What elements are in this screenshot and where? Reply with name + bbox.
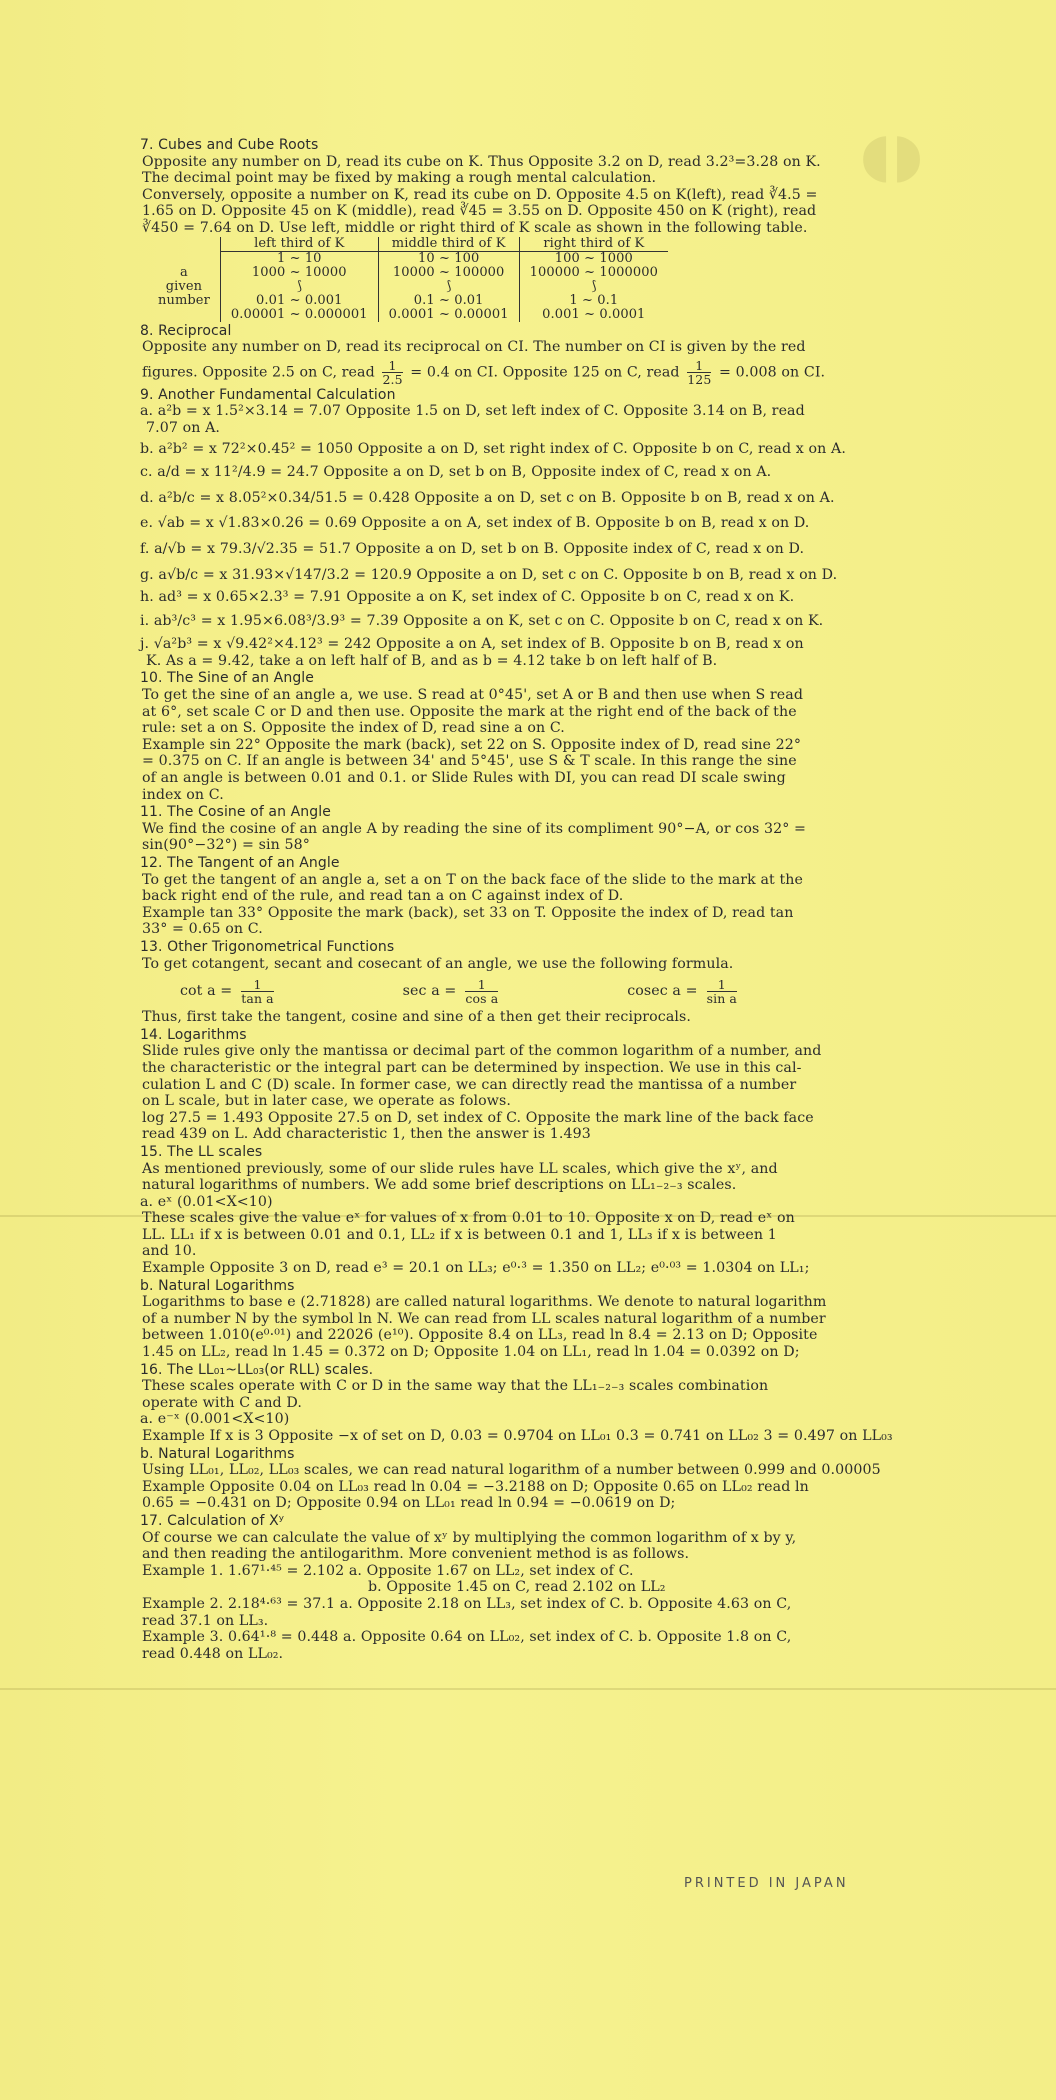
row-label: number (158, 292, 210, 308)
text-line: read 37.1 on LL₃. (142, 1612, 269, 1629)
row-label: given (165, 278, 203, 294)
text-line: between 1.010(e⁰·⁰¹) and 22026 (e¹⁰). Opposite 8.4 on LL₃, read ln 8.4 = 2.13 on D; Opposite (142, 1327, 818, 1344)
text-line: Using LL₀₁, LL₀₂, LL₀₃ scales, we can read natural logarithm of a number between 0.999 and 0.00005 (142, 1462, 881, 1479)
text-line: back right end of the rule, and read tan a on C against index of D. (142, 888, 624, 905)
table-cell: ⟆ (220, 280, 378, 294)
section-10-title: 10. The Sine of an Angle (140, 670, 315, 687)
numerator: 1 (707, 978, 737, 992)
fraction (687, 359, 711, 386)
formula-label: sec a = (402, 983, 457, 1000)
instruction-text (140, 136, 910, 1662)
cosec-formula (627, 978, 740, 1005)
denominator: sin a (706, 991, 737, 1007)
text-line: d. a²b/c = x 8.05²×0.34/51.5 = 0.428 Opposite a on D, set c on B. Opposite b on B, read x on A. (140, 489, 835, 506)
text-line: LL. LL₁ if x is between 0.01 and 0.1, LL₂ if x is between 0.1 and 1, LL₃ if x is between 1 (142, 1226, 777, 1243)
fraction (465, 978, 498, 1005)
table-cell: 1000 ~ 10000 (220, 266, 378, 280)
subsection-title: b. Natural Logarithms (140, 1277, 295, 1294)
text-line: a. e⁻ˣ (0.001<X<10) (140, 1411, 290, 1428)
text-line: 33° = 0.65 on C. (142, 921, 263, 938)
text-line: To get the sine of an angle a, we use. S read at 0°45', set A or B and then use when S read (142, 687, 803, 704)
numerator: 1 (382, 359, 402, 373)
printed-in-japan-mark: PRINTED IN JAPAN (684, 1876, 849, 1891)
section-9-title: 9. Another Fundamental Calculation (140, 386, 396, 403)
table-cell: 0.01 ~ 0.001 (220, 294, 378, 308)
text-line: Example 2. 2.18⁴·⁶³ = 37.1 a. Opposite 2.18 on LL₃, set index of C. b. Opposite 4.63 on C, (142, 1595, 792, 1612)
reciprocal-example (142, 359, 910, 386)
sec-formula (403, 978, 502, 1005)
text-line: Example 3. 0.64¹·⁸ = 0.448 a. Opposite 0.64 on LL₀₂, set index of C. b. Opposite 1.8 on C, (142, 1629, 792, 1646)
text-line: To get cotangent, secant and cosecant of an angle, we use the following formula. (142, 955, 734, 972)
text-line: These scales operate with C or D in the same way that the LL₁₋₂₋₃ scales combination (142, 1378, 769, 1395)
text-line: b. Opposite 1.45 on C, read 2.102 on LL₂ (368, 1579, 666, 1596)
row-label: a (180, 264, 188, 280)
text-line: the characteristic or the integral part can be determined by inspection. We use in this cal- (142, 1059, 802, 1076)
section-15-title: 15. The LL scales (140, 1143, 263, 1160)
text-line: Example 1. 1.67¹·⁴⁵ = 2.102 a. Opposite 1.67 on LL₂, set index of C. (142, 1562, 634, 1579)
text-line: j. √a²b³ = x √9.42²×4.12³ = 242 Opposite a on A, set index of B. Opposite b on B, read x on (140, 636, 804, 653)
text-line: operate with C and D. (142, 1394, 302, 1411)
trig-formulas (180, 978, 740, 1005)
text-line: Example tan 33° Opposite the mark (back), set 33 on T. Opposite the index of D, read tan (142, 904, 794, 921)
table-cell: 0.001 ~ 0.0001 (519, 308, 668, 322)
text-line: Conversely, opposite a number on K, read its cube on D. Opposite 4.5 on K(left), read ∛4.5 = (142, 186, 818, 203)
k-scale-table (148, 237, 668, 322)
denominator: tan a (241, 991, 274, 1007)
table-cell: 100 ~ 1000 (519, 251, 668, 266)
text-span: = 0.4 on CI. Opposite 125 on C, read (410, 364, 680, 381)
text-line: We find the cosine of an angle A by reading the sine of its compliment 90°−A, or cos 32° = (142, 820, 807, 837)
text-line: i. ab³/c³ = x 1.95×6.08³/3.9³ = 7.39 Opposite a on K, set c on C. Opposite b on C, read x on K. (140, 612, 824, 629)
text-line: Example Opposite 3 on D, read e³ = 20.1 on LL₃; e⁰·³ = 1.350 on LL₂; e⁰·⁰³ = 1.0304 on LL₁; (142, 1260, 810, 1277)
text-line: and then reading the antilogarithm. More convenient method is as follows. (142, 1546, 690, 1563)
numerator: 1 (241, 978, 273, 992)
text-line: Opposite any number on D, read its reciprocal on CI. The number on CI is given by the red (142, 339, 806, 356)
formula-label: cot a = (180, 983, 233, 1000)
text-line: sin(90°−32°) = sin 58° (142, 837, 310, 854)
text-line: To get the tangent of an angle a, set a on T on the back face of the slide to the mark at the (142, 871, 803, 888)
table-header: middle third of K (378, 237, 519, 252)
table-cell: ⟆ (519, 280, 668, 294)
text-line: on L scale, but in later case, we operate as folows. (142, 1093, 512, 1110)
text-line: log 27.5 = 1.493 Opposite 27.5 on D, set index of C. Opposite the mark line of the back face (142, 1109, 814, 1126)
text-line: Slide rules give only the mantissa or decimal part of the common logarithm of a number, and (142, 1043, 822, 1060)
table-cell: 10000 ~ 100000 (378, 266, 519, 280)
text-line: 7.07 on A. (146, 419, 221, 436)
text-line: 1.45 on LL₂, read ln 1.45 = 0.372 on D; Opposite 1.04 on LL₁, read ln 1.04 = 0.0392 on D; (142, 1344, 800, 1361)
text-line: These scales give the value eˣ for values of x from 0.01 to 10. Opposite x on D, read eˣ on (142, 1210, 795, 1227)
text-line: Example If x is 3 Opposite −x of set on D, 0.03 = 0.9704 on LL₀₁ 0.3 = 0.741 on LL₀₂ 3 = 0.497 on LL₀₃ (142, 1428, 893, 1444)
text-line: 0.65 = −0.431 on D; Opposite 0.94 on LL₀₁ read ln 0.94 = −0.0619 on D; (142, 1495, 676, 1512)
text-line: As mentioned previously, some of our slide rules have LL scales, which give the xʸ, and (142, 1160, 778, 1177)
text-line: a. eˣ (0.01<X<10) (140, 1193, 273, 1210)
table-header: right third of K (519, 237, 668, 252)
text-line: ∛450 = 7.64 on D. Use left, middle or right third of K scale as shown in the following table. (142, 219, 808, 236)
text-line: c. a/d = x 11²/4.9 = 24.7 Opposite a on D, set b on B, Opposite index of C, read x on A. (140, 464, 772, 481)
text-line: Opposite any number on D, read its cube on K. Thus Opposite 3.2 on D, read 3.2³=3.28 on K. (142, 153, 821, 170)
denominator: 125 (687, 371, 712, 387)
text-line: read 0.448 on LL₀₂. (142, 1645, 284, 1662)
formula-label: cosec a = (627, 983, 698, 1000)
section-11-title: 11. The Cosine of an Angle (140, 804, 331, 821)
section-7-title: 7. Cubes and Cube Roots (140, 137, 319, 153)
fraction (241, 978, 273, 1005)
table-cell: 10 ~ 100 (378, 251, 519, 266)
table-cell: 0.0001 ~ 0.00001 (378, 308, 519, 322)
text-line: read 439 on L. Add characteristic 1, then the answer is 1.493 (142, 1126, 591, 1143)
text-span: figures. Opposite 2.5 on C, read (142, 364, 375, 381)
text-line: at 6°, set scale C or D and then use. Opposite the mark at the right end of the back of the (142, 703, 797, 720)
numerator: 1 (687, 359, 711, 373)
table-cell: 100000 ~ 1000000 (519, 266, 668, 280)
text-line: The decimal point may be fixed by making a rough mental calculation. (142, 170, 657, 187)
text-line: of an angle is between 0.01 and 0.1. or Slide Rules with DI, you can read DI scale swing (142, 770, 786, 787)
table-cell: ⟆ (378, 280, 519, 294)
fold-line (0, 1688, 1056, 1690)
text-line: and 10. (142, 1243, 197, 1260)
text-line: of a number N by the symbol ln N. We can read from LL scales natural logarithm of a number (142, 1310, 826, 1327)
table-cell: 0.1 ~ 0.01 (378, 294, 519, 308)
text-line: Example Opposite 0.04 on LL₀₃ read ln 0.04 = −3.2188 on D; Opposite 0.65 on LL₀₂ read ln (142, 1478, 809, 1495)
text-line: f. a/√b = x 79.3/√2.35 = 51.7 Opposite a on D, set b on B. Opposite index of C, read x on D. (140, 540, 805, 557)
denominator: cos a (465, 991, 499, 1007)
section-14-title: 14. Logarithms (140, 1026, 247, 1043)
section-12-title: 12. The Tangent of an Angle (140, 855, 340, 871)
subsection-title: b. Natural Logarithms (140, 1445, 295, 1462)
numerator: 1 (465, 978, 498, 992)
text-span: = 0.008 on CI. (719, 364, 826, 381)
fraction (382, 359, 402, 386)
denominator: 2.5 (382, 371, 403, 387)
text-line: index on C. (142, 786, 224, 803)
section-17-title: 17. Calculation of Xʸ (140, 1512, 285, 1529)
table-cell: 1 ~ 10 (220, 251, 378, 266)
section-16-title: 16. The LL₀₁~LL₀₃(or RLL) scales. (140, 1361, 374, 1378)
text-line: Example sin 22° Opposite the mark (back), set 22 on S. Opposite index of D, read sine 22° (142, 736, 802, 753)
text-line: Logarithms to base e (2.71828) are called natural logarithms. We denote to natural logarithm (142, 1294, 827, 1311)
bleed-through-art: ◖◗ (860, 120, 924, 190)
text-line: b. a²b² = x 72²×0.45² = 1050 Opposite a on D, set right index of C. Opposite b on C, read x on A. (140, 440, 846, 457)
table-cell: 0.00001 ~ 0.000001 (220, 308, 378, 322)
section-13-title: 13. Other Trigonometrical Functions (140, 938, 395, 955)
text-line: rule: set a on S. Opposite the index of D, read sine a on C. (142, 720, 565, 737)
section-8-title: 8. Reciprocal (140, 322, 232, 339)
text-line: culation L and C (D) scale. In former case, we can directly read the mantissa of a number (142, 1076, 797, 1093)
fraction (707, 978, 737, 1005)
cot-formula (180, 978, 277, 1005)
table-cell: 1 ~ 0.1 (519, 294, 668, 308)
table-header: left third of K (220, 237, 378, 252)
text-line: a. a²b = x 1.5²×3.14 = 7.07 Opposite 1.5 on D, set left index of C. Opposite 3.14 on B, read (140, 403, 805, 420)
text-line: e. √ab = x √1.83×0.26 = 0.69 Opposite a on A, set index of B. Opposite b on B, read x on D. (140, 515, 810, 532)
text-line: K. As a = 9.42, take a on left half of B, and as b = 4.12 take b on left half of B. (146, 652, 718, 669)
text-line: Thus, first take the tangent, cosine and sine of a then get their reciprocals. (142, 1009, 692, 1026)
text-line: h. ad³ = x 0.65×2.3³ = 7.91 Opposite a on K, set index of C. Opposite b on C, read x on K. (140, 589, 795, 606)
text-line: = 0.375 on C. If an angle is between 34' and 5°45', use S & T scale. In this range the sine (142, 753, 797, 770)
text-line: natural logarithms of numbers. We add some brief descriptions on LL₁₋₂₋₃ scales. (142, 1177, 737, 1194)
text-line: 1.65 on D. Opposite 45 on K (middle), read ∛45 = 3.55 on D. Opposite 450 on K (right), read (142, 203, 817, 220)
text-line: g. a√b/c = x 31.93×√147/3.2 = 120.9 Opposite a on D, set c on C. Opposite b on B, read x on D. (140, 566, 838, 583)
text-line: Of course we can calculate the value of xʸ by multiplying the common logarithm of x by y, (142, 1529, 797, 1546)
